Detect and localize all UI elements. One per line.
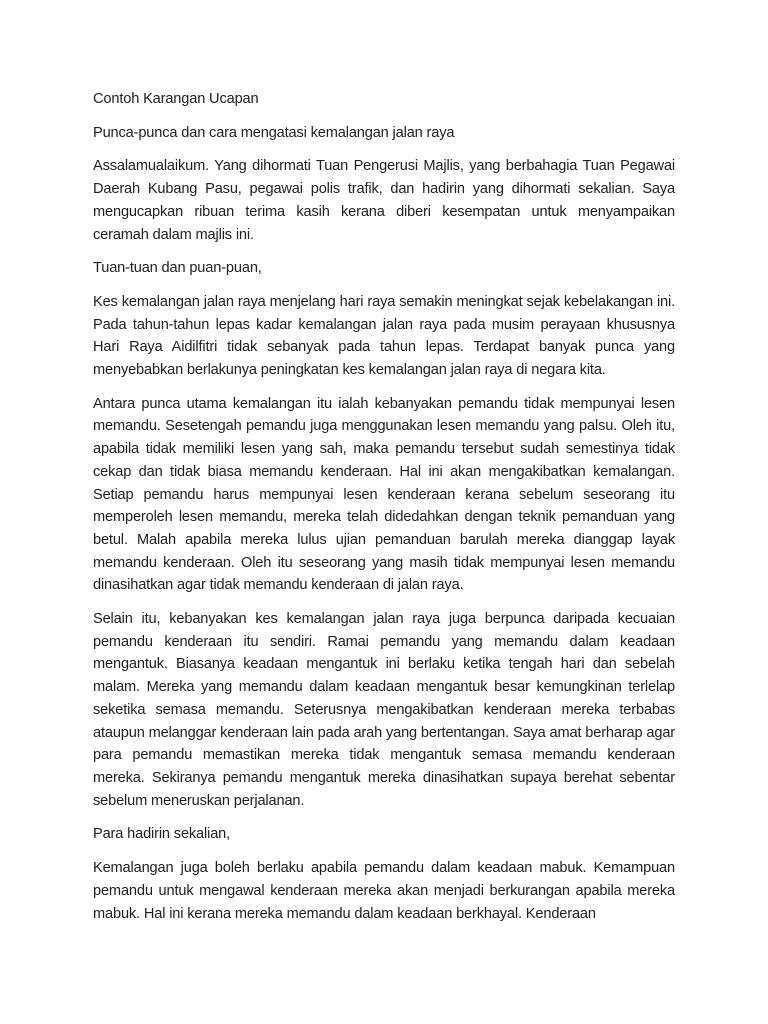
paragraph-licence-cause: Antara punca utama kemalangan itu ialah kebanyakan pemandu tidak mempunyai lesen memandu. Sesetengah pemandu juga menggunakan lesen memandu yang palsu. Oleh itu, apabila tidak memiliki lesen yang sah, maka pemandu tersebut sudah semestinya tidak cekap dan tidak biasa memandu kenderaan. Hal ini akan mengakibatkan kemalangan. Setiap pemandu harus mempunyai lesen kenderaan kerana sebelum seseorang itu memperoleh lesen memandu, mereka telah didedahkan dengan teknik pemanduan yang betul. Malah apabila mereka lulus ujian pemanduan barulah mereka dianggap layak memandu kenderaan. Oleh itu seseorang yang masih tidak mempunyai lesen memandu dinasihatkan agar tidak memandu kenderaan di jalan raya. [93,395,675,594]
document-subtitle: Punca-punca dan cara mengatasi kemalangan jalan raya [93,124,455,141]
paragraph-address-audience: Para hadirin sekalian, [93,826,231,843]
paragraph-salutation: Tuan-tuan dan puan-puan, [93,260,262,277]
paragraph-drowsiness-cause: Selain itu, kebanyakan kes kemalangan jalan raya juga berpunca daripada kecuaian pemandu kenderaan itu sendiri. Ramai pemandu yang memandu dalam keadaan mengantuk. Biasanya keadaan mengantuk ini berlaku ketika tengah hari dan sebelah malam. Mereka yang memandu dalam keadaan mengantuk besar kemungkinan terlelap seketika semasa memandu. Seterusnya mengakibatkan kenderaan mereka terbabas ataupun melanggar kenderaan lain pada arah yang bertentangan. Saya amat berharap agar para pemandu memastikan mereka tidak mengantuk semasa memandu kenderaan mereka. Sekiranya pemandu mengantuk mereka dinasihatkan supaya berehat sebentar sebelum meneruskan perjalanan. [93,611,675,809]
document-heading: Contoh Karangan Ucapan [93,91,259,107]
document-page [93,88,675,925]
paragraph-drunk-driving: Kemalangan juga boleh berlaku apabila pemandu dalam keadaan mabuk. Kemampuan pemandu untuk mengawal kenderaan mereka akan menjadi berkurangan apabila mereka mabuk. Hal ini kerana mereka memandu dalam keadaan berkhayal. Kenderaan [93,860,675,922]
paragraph-introduction: Kes kemalangan jalan raya menjelang hari raya semakin meningkat sejak kebelakangan ini. Pada tahun-tahun lepas kadar kemalangan jalan raya pada musim perayaan khususnya Hari Raya Aidilfitri tidak sebanyak pada tahun lepas. Terdapat banyak punca yang menyebabkan berlakunya peningkatan kes kemalangan jalan raya di negara kita. [93,293,675,379]
paragraph-greeting: Assalamualaikum. Yang dihormati Tuan Pengerusi Majlis, yang berbahagia Tuan Pegawai Daerah Kubang Pasu, pegawai polis trafik, dan hadirin yang dihormati sekalian. Saya mengucapkan ribuan terima kasih kerana diberi kesempatan untuk menyampaikan ceramah dalam majlis ini. [93,158,675,243]
